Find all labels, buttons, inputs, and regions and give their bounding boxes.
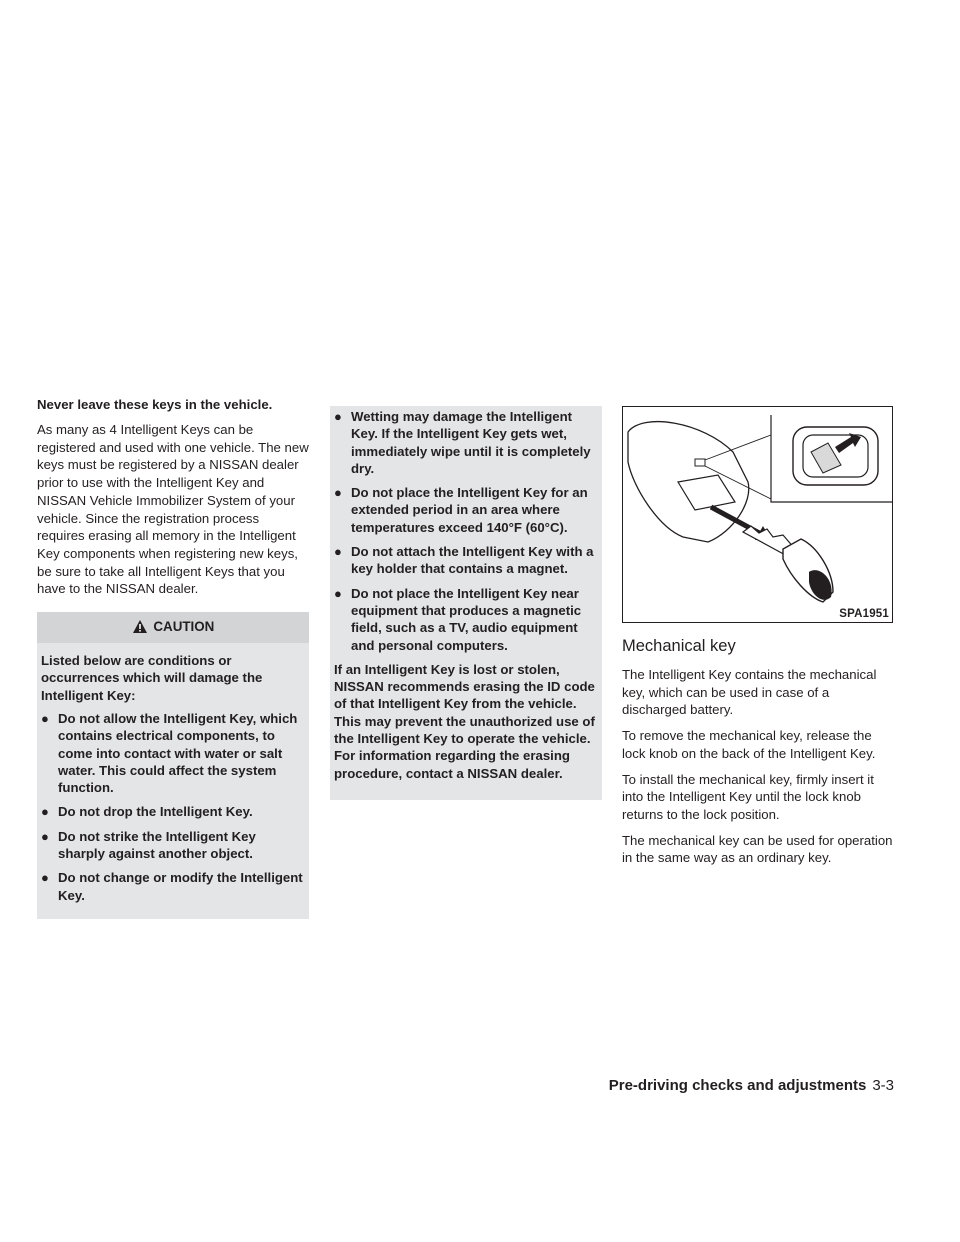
warning-triangle-icon bbox=[132, 619, 148, 637]
column-right bbox=[622, 406, 895, 875]
column-left bbox=[37, 396, 309, 919]
list-item: ● Wetting may damage the Intelligent Key. If the Intelligent Key gets wet, immediately wipe until it is completely dry. bbox=[334, 409, 591, 476]
bullet-icon: ● bbox=[41, 804, 49, 820]
paragraph: The Intelligent Key contains the mechanical key, which can be used in case of a discharged battery. bbox=[622, 667, 877, 718]
paragraph: To remove the mechanical key, release the lock knob on the back of the Intelligent Key. bbox=[622, 728, 876, 761]
bullet-icon: ● bbox=[334, 544, 342, 560]
key-fob-drawing bbox=[623, 407, 894, 624]
caution-header bbox=[37, 612, 309, 643]
figure-label: SPA1951 bbox=[839, 608, 889, 620]
warning-statement: Never leave these keys in the vehicle. bbox=[37, 397, 273, 412]
bullet-icon: ● bbox=[334, 485, 342, 501]
bullet-icon: ● bbox=[334, 585, 342, 601]
list-item: ● Do not place the Intelligent Key for an extended period in an area where temperatures exceed 140°F (60°C). bbox=[334, 485, 588, 535]
caution-box bbox=[37, 643, 309, 919]
list-item: ● Do not change or modify the Intelligent Key. bbox=[41, 870, 303, 903]
list-item: ● Do not place the Intelligent Key near equipment that produces a magnetic field, such as a TV, audio equipment and personal computers. bbox=[334, 585, 582, 653]
page-footer bbox=[609, 1077, 894, 1094]
bullet-icon: ● bbox=[41, 870, 49, 886]
list-item: ● Do not attach the Intelligent Key with a key holder that contains a magnet. bbox=[334, 544, 594, 577]
bullet-icon: ● bbox=[334, 409, 342, 424]
chapter-title: Pre-driving checks and adjustments bbox=[608, 1077, 867, 1094]
caution-box-continued bbox=[330, 406, 602, 800]
caution-intro: Listed below are conditions or occurrences which will damage the Intelligent Key: bbox=[41, 653, 263, 703]
lost-key-statement: If an Intelligent Key is lost or stolen, NISSAN recommends erasing the ID code of that Intelligent Key from the vehicle. This may prevent the unauthorized use of the Intelligent Key to operate the vehicle. For information regarding the erasing procedure, contact a NISSAN dealer. bbox=[334, 661, 595, 781]
page-number: 3-3 bbox=[872, 1077, 894, 1094]
bullet-icon: ● bbox=[41, 828, 49, 844]
registration-paragraph: As many as 4 Intelligent Keys can be registered and used with one vehicle. The new keys must be registered by a NISSAN dealer prior to use with the Intelligent Key and NISSAN Vehicle Immobilizer System of your vehicle. Since the registration process requires erasing all memory in the Intelligent Key components when registering new keys, be sure to take all Intelligent Keys that you have to the NISSAN dealer. bbox=[37, 422, 309, 597]
list-item: ● Do not strike the Intelligent Key sharply against another object. bbox=[41, 828, 256, 861]
paragraph: The mechanical key can be used for operation in the same way as an ordinary key. bbox=[622, 832, 893, 866]
list-item: ● Do not allow the Intelligent Key, which contains electrical components, to come into contact with water or salt water. This could affect the system function. bbox=[41, 710, 298, 796]
section-title: Mechanical key bbox=[622, 637, 736, 655]
mechanical-key-illustration bbox=[622, 406, 893, 623]
caution-title: CAUTION bbox=[153, 619, 215, 635]
list-item: ● Do not drop the Intelligent Key. bbox=[41, 804, 253, 820]
column-middle bbox=[330, 406, 602, 800]
bullet-icon: ● bbox=[41, 710, 49, 726]
paragraph: To install the mechanical key, firmly insert it into the Intelligent Key until the lock knob returns to the lock position. bbox=[622, 771, 874, 822]
